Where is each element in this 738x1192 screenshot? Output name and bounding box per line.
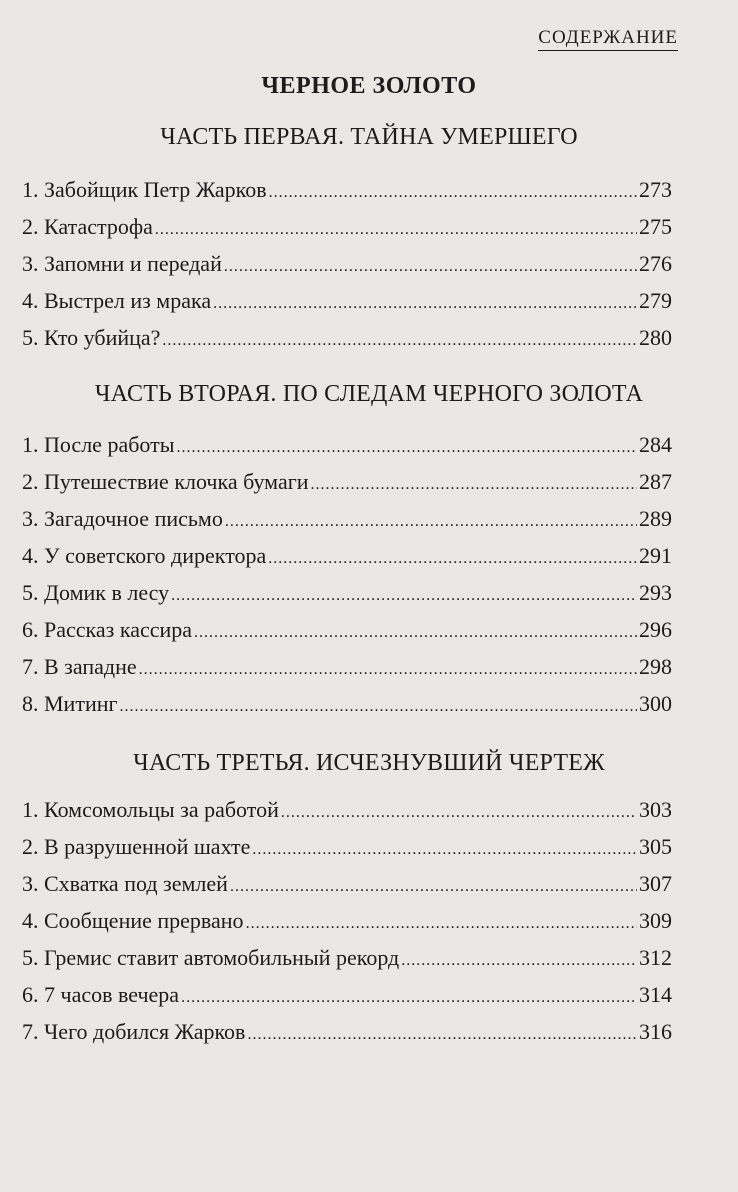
leader-dots [225, 513, 637, 531]
leader-dots [171, 587, 637, 605]
entry-label: 5. Гремис ставит автомобильный рекорд [22, 945, 400, 970]
toc-entry [22, 982, 672, 1012]
entry-label: 3. Схватка под землей [22, 871, 228, 896]
leader-dots [139, 661, 637, 679]
entry-label: 4. Выстрел из мрака [22, 288, 212, 313]
entry-label: 1. После работы [22, 432, 175, 457]
leader-dots [246, 915, 637, 933]
entry-page: 309 [639, 908, 672, 933]
toc-entry [22, 654, 672, 684]
entry-label: 3. Запомни и передай [22, 251, 222, 276]
toc-entry [22, 797, 672, 827]
toc-entry [22, 469, 672, 499]
entry-page: 296 [639, 617, 672, 642]
leader-dots [247, 1026, 637, 1044]
leader-dots [213, 295, 637, 313]
book-title: ЧЕРНОЕ ЗОЛОТО [261, 73, 477, 99]
part-title-2: ЧАСТЬ ВТОРАЯ. ПО СЛЕДАМ ЧЕРНОГО ЗОЛОТА [94, 381, 644, 407]
toc-entry [22, 945, 672, 975]
entry-label: 1. Комсомольцы за работой [22, 797, 279, 822]
toc-entry [22, 580, 672, 610]
leader-dots [120, 698, 637, 716]
entry-label: 6. 7 часов вечера [22, 982, 180, 1007]
entry-page: 287 [639, 469, 672, 494]
toc-entry [22, 908, 672, 938]
entry-page: 293 [639, 580, 672, 605]
toc-entry [22, 177, 672, 207]
entry-label: 7. В западне [22, 654, 137, 679]
entry-page: 305 [639, 834, 672, 859]
entry-page: 300 [639, 691, 672, 716]
entry-page: 291 [639, 543, 672, 568]
entry-label: 8. Митинг [22, 691, 118, 716]
entry-page: 314 [639, 982, 672, 1007]
leader-dots [177, 439, 637, 457]
toc-entry [22, 251, 672, 281]
entry-label: 1. Забойщик Петр Жарков [22, 177, 267, 202]
leader-dots [311, 476, 637, 494]
entry-label: 5. Домик в лесу [22, 580, 170, 605]
entry-label: 2. Катастрофа [22, 214, 153, 239]
toc-entry [22, 617, 672, 647]
entry-page: 279 [639, 288, 672, 313]
leader-dots [194, 624, 637, 642]
entry-label: 2. Путешествие клочка бумаги [22, 469, 309, 494]
entry-page: 303 [639, 797, 672, 822]
toc-entry [22, 214, 672, 244]
part-title-3: ЧАСТЬ ТРЕТЬЯ. ИСЧЕЗНУВШИЙ ЧЕРТЕЖ [133, 750, 605, 776]
running-head: СОДЕРЖАНИЕ [538, 27, 678, 51]
leader-dots [281, 804, 637, 822]
toc-entry [22, 432, 672, 462]
toc-entry [22, 691, 672, 721]
entry-label: 4. Сообщение прервано [22, 908, 244, 933]
entry-label: 2. В разрушенной шахте [22, 834, 251, 859]
leader-dots [252, 841, 637, 859]
leader-dots [224, 258, 637, 276]
toc-entry [22, 288, 672, 318]
toc-entry [22, 834, 672, 864]
leader-dots [162, 332, 637, 350]
part-title-1: ЧАСТЬ ПЕРВАЯ. ТАЙНА УМЕРШЕГО [160, 124, 578, 150]
entry-page: 273 [639, 177, 672, 202]
toc-entry [22, 506, 672, 536]
entry-page: 275 [639, 214, 672, 239]
toc-entry [22, 1019, 672, 1049]
entry-page: 289 [639, 506, 672, 531]
entry-page: 284 [639, 432, 672, 457]
leader-dots [230, 878, 637, 896]
toc-entry [22, 325, 672, 355]
entry-page: 316 [639, 1019, 672, 1044]
leader-dots [401, 952, 637, 970]
entry-page: 280 [639, 325, 672, 350]
entry-page: 307 [639, 871, 672, 896]
leader-dots [181, 989, 637, 1007]
entry-page: 312 [639, 945, 672, 970]
leader-dots [269, 184, 637, 202]
entry-label: 6. Рассказ кассира [22, 617, 193, 642]
entry-label: 5. Кто убийца? [22, 325, 161, 350]
toc-entry [22, 871, 672, 901]
toc-entry [22, 543, 672, 573]
leader-dots [268, 550, 637, 568]
leader-dots [155, 221, 637, 239]
entry-label: 4. У советского директора [22, 543, 267, 568]
entry-label: 3. Загадочное письмо [22, 506, 223, 531]
entry-label: 7. Чего добился Жарков [22, 1019, 246, 1044]
entry-page: 276 [639, 251, 672, 276]
entry-page: 298 [639, 654, 672, 679]
